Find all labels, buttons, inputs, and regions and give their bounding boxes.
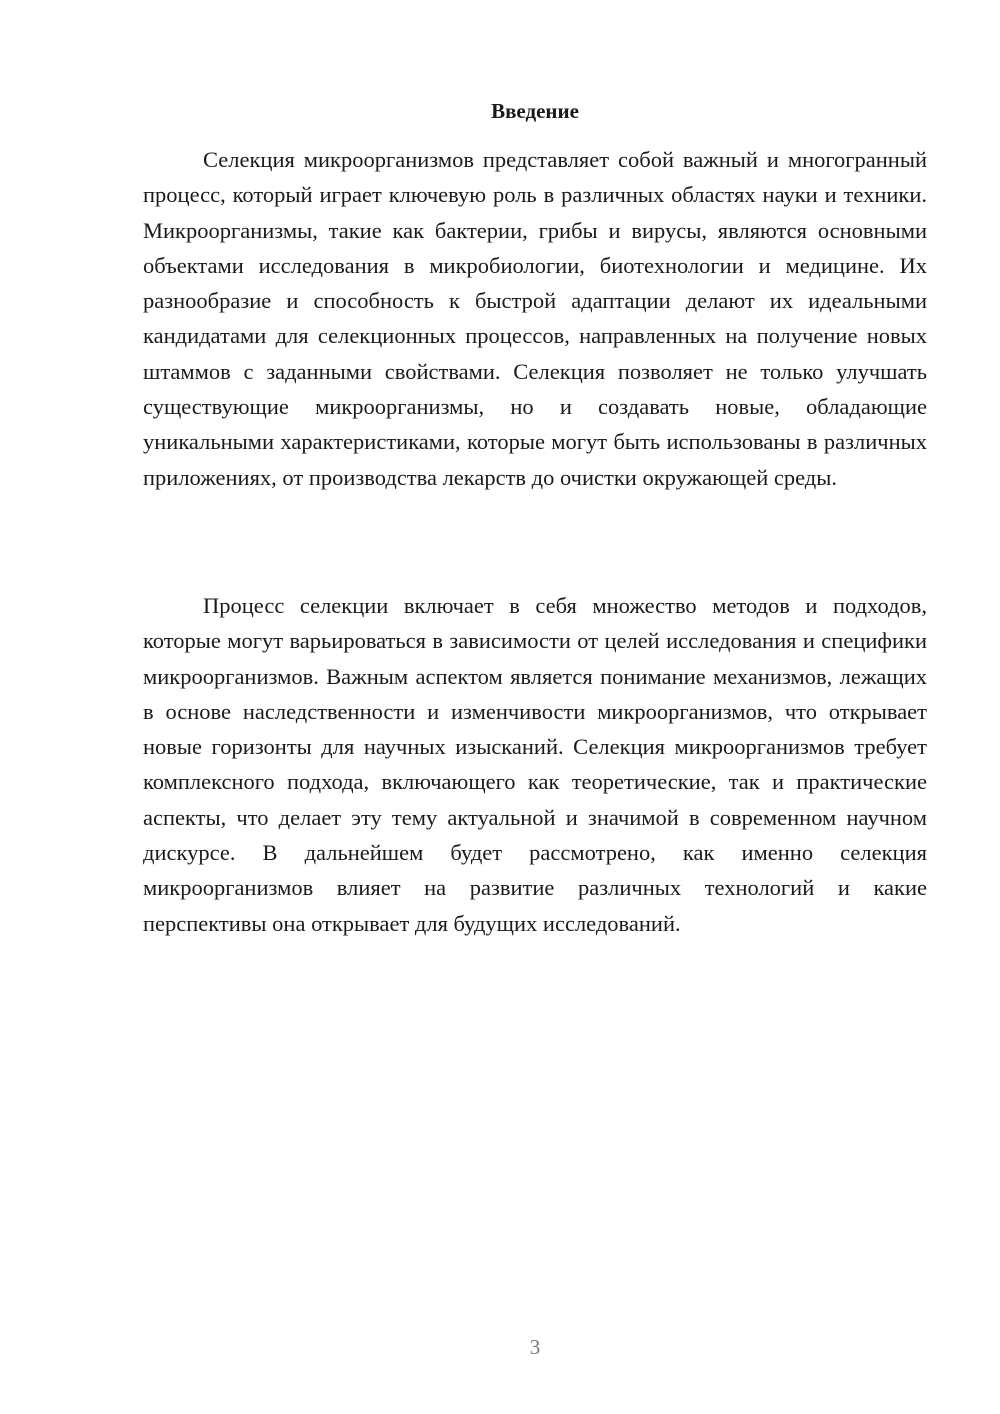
- page-title: Введение: [491, 99, 579, 123]
- paragraph-1: Селекция микроорганизмов представляет собой важный и многогранный процесс, который играет ключевую роль в различных областях науки и техники. Микроорганизмы, такие как бактерии, грибы и вирусы, являются основными объектами исследования в микробиологии, биотехнологии и медицине. Их разнообразие и способность к быстрой адаптации делают их идеальными кандидатами для селекционных процессов, направленных на получение новых штаммов с заданными свойствами. Селекция позволяет не только улучшать существующие микроорганизмы, но и создавать новые, обладающие уникальными характеристиками, которые могут быть использованы в различных приложениях, от производства лекарств до очистки окружающей среды.: [143, 147, 927, 490]
- page-number: 3: [529, 1335, 541, 1359]
- paragraph-2: Процесс селекции включает в себя множество методов и подходов, которые могут варьироваться в зависимости от целей исследования и специфики микроорганизмов. Важным аспектом является понимание механизмов, лежащих в основе наследственности и изменчивости микроорганизмов, что открывает новые горизонты для научных изысканий. Селекция микроорганизмов требует комплексного подхода, включающего как теоретические, так и практические аспекты, что делает эту тему актуальной и значимой в современном научном дискурсе. В дальнейшем будет рассмотрено, как именно селекция микроорганизмов влияет на развитие различных технологий и какие перспективы она открывает для будущих исследований.: [143, 593, 927, 936]
